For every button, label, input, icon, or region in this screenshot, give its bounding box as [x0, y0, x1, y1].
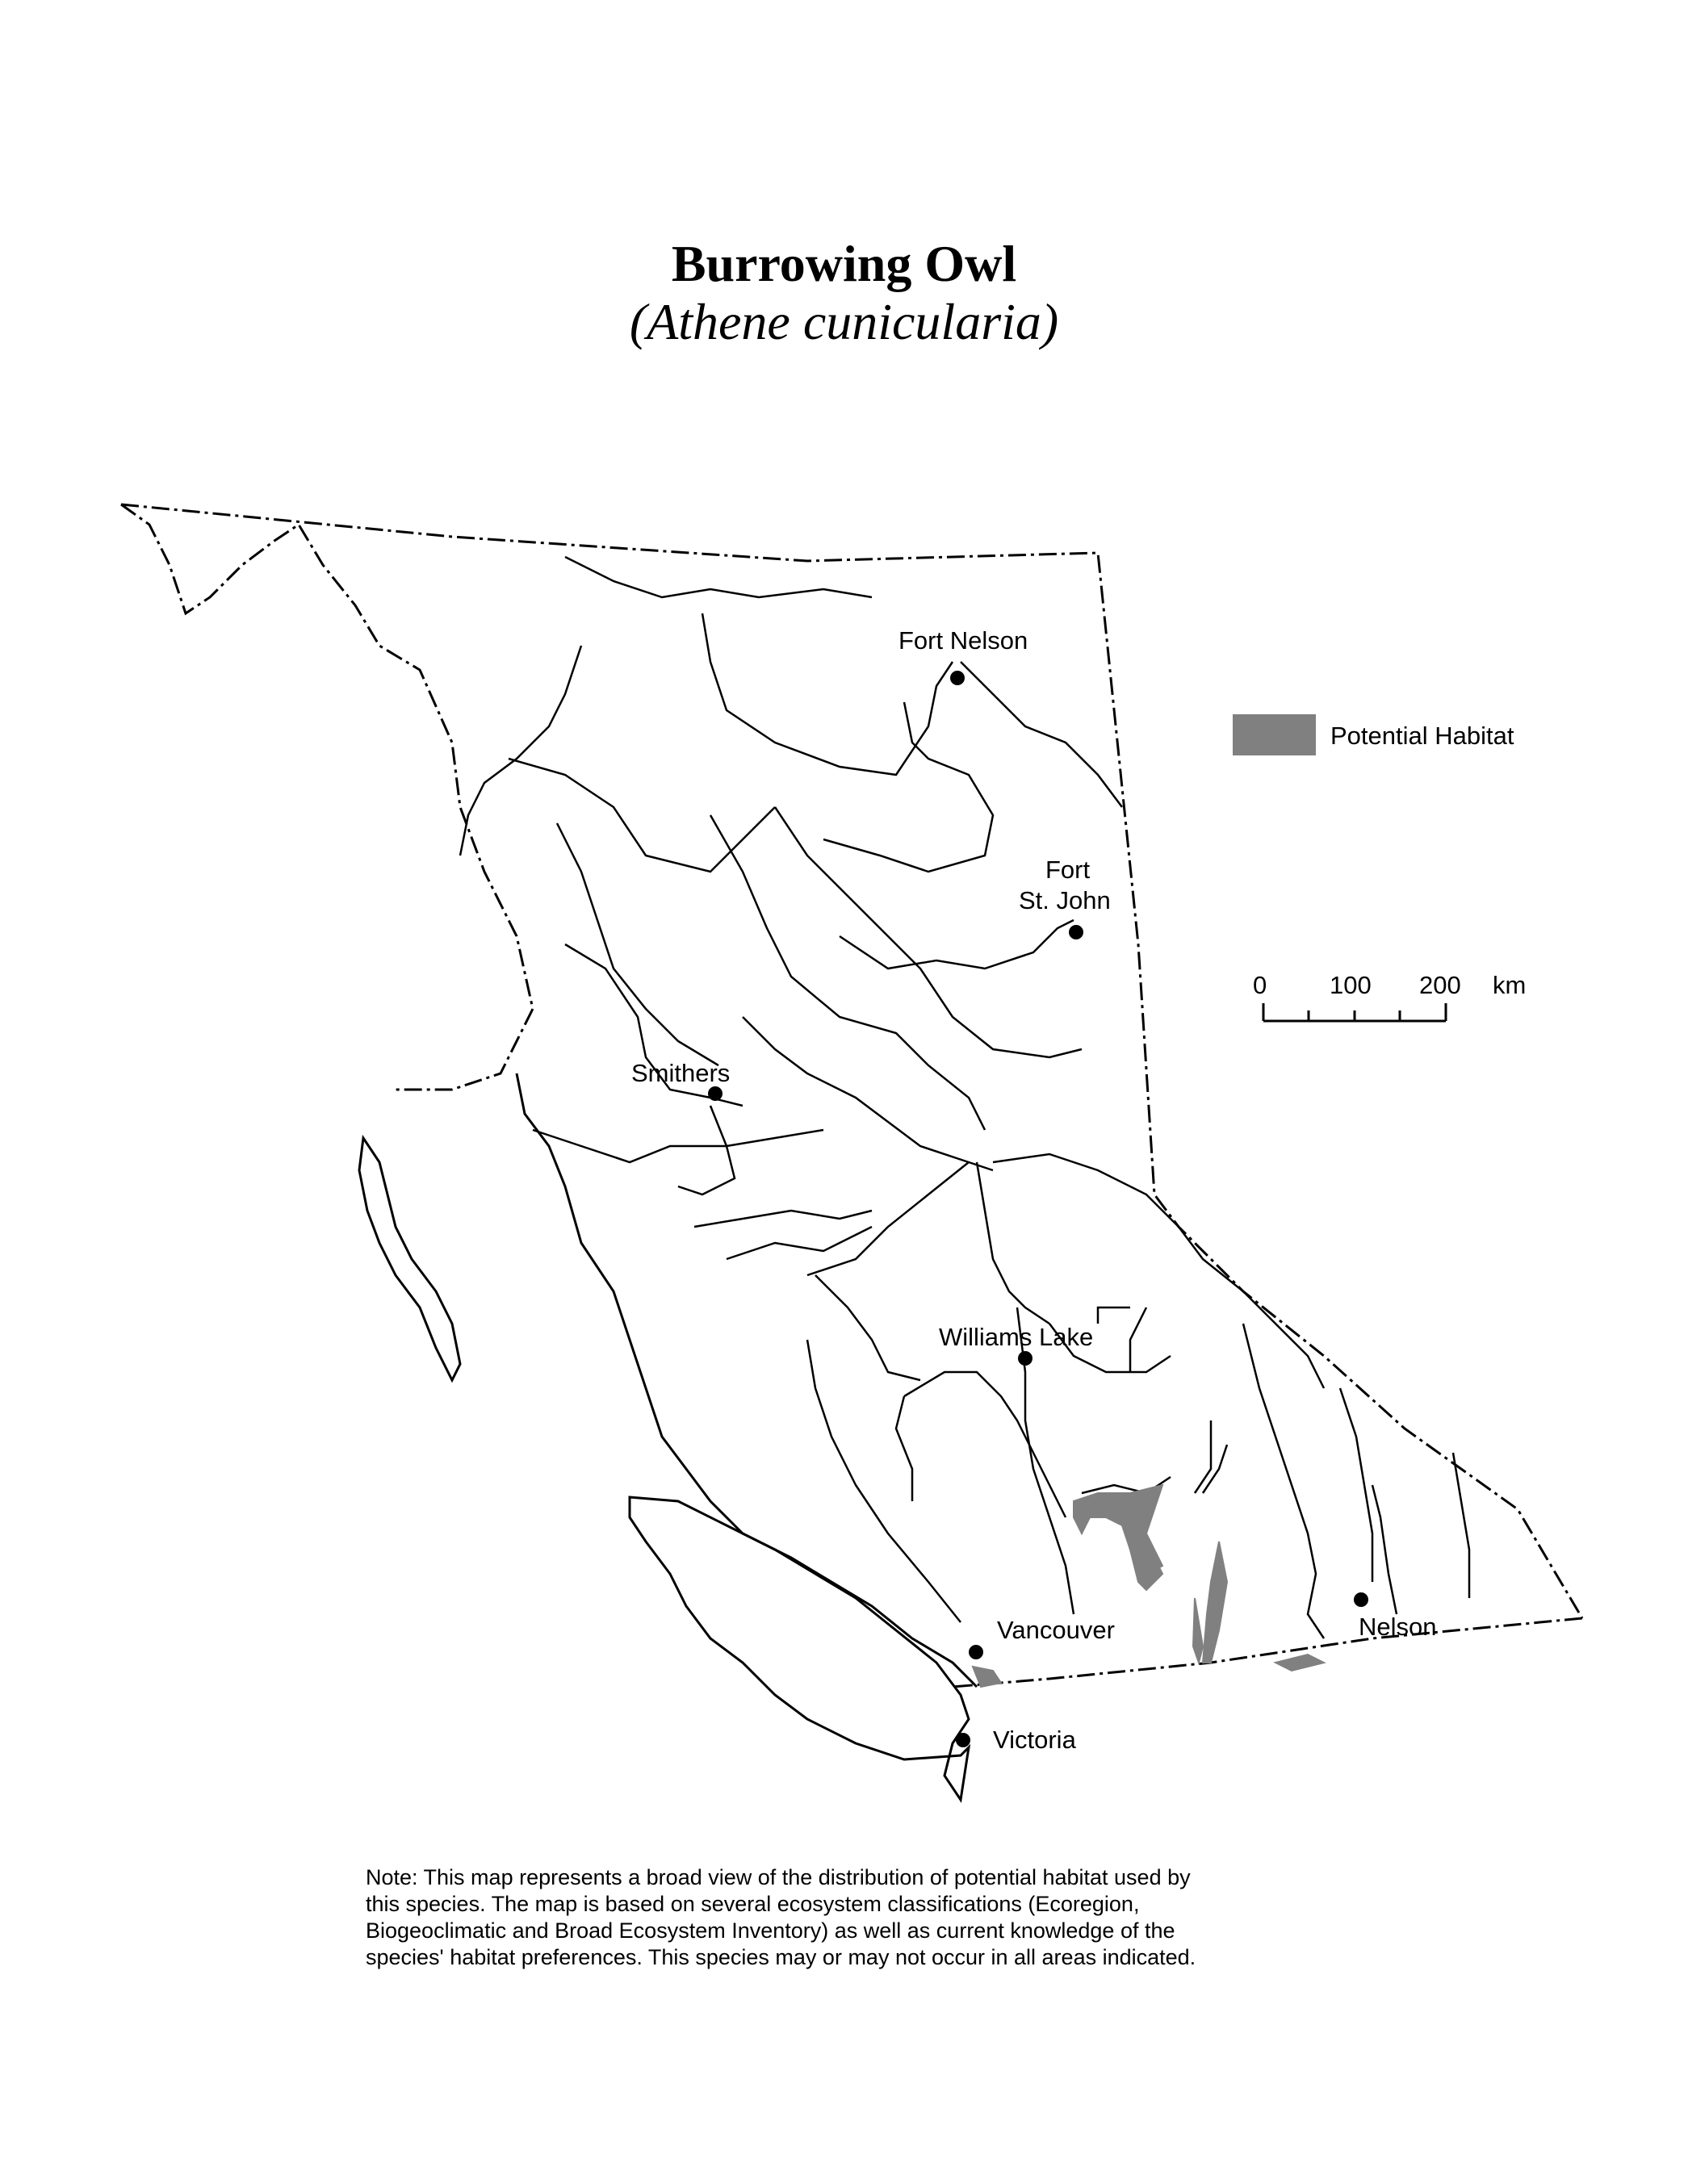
fort-nelson-label: Fort Nelson	[898, 626, 1028, 655]
vancouver-island	[630, 1497, 969, 1800]
city-markers	[708, 671, 1368, 1747]
note-line: Biogeoclimatic and Broad Ecosystem Inventory) as well as current knowledge of the	[366, 1918, 1175, 1943]
potential-habitat	[973, 1485, 1324, 1687]
river	[993, 1154, 1179, 1227]
river	[1179, 1227, 1324, 1388]
habitat-area	[973, 1667, 1001, 1687]
river	[694, 1211, 872, 1227]
vancouver-marker[interactable]	[969, 1645, 983, 1659]
nelson-marker[interactable]	[1354, 1592, 1368, 1607]
river	[775, 807, 1082, 1057]
river	[1195, 1420, 1211, 1493]
legend	[1233, 714, 1514, 755]
river	[807, 1162, 969, 1275]
river	[710, 815, 985, 1130]
alaska-border	[121, 504, 533, 1090]
habitat-area	[1193, 1598, 1203, 1663]
fort-nelson-marker[interactable]	[950, 671, 965, 685]
river	[977, 1162, 1049, 1324]
river	[743, 1017, 993, 1170]
williams-lake-marker[interactable]	[1018, 1351, 1032, 1366]
scale-tick-label: 100	[1330, 971, 1372, 999]
note-line: this species. The map is based on several ecosystem classifications (Ecoregion,	[366, 1892, 1140, 1916]
river	[1098, 1307, 1130, 1324]
smithers-label: Smithers	[631, 1059, 731, 1087]
river	[823, 702, 993, 872]
fort-st-john-label-line2: St. John	[1019, 886, 1111, 914]
haida-gwaii	[359, 1138, 460, 1380]
river	[557, 823, 718, 1065]
scale-bar	[1253, 971, 1526, 1021]
river	[1453, 1453, 1469, 1598]
river	[460, 646, 581, 856]
victoria-label: Victoria	[993, 1726, 1076, 1754]
map-subtitle: (Athene cunicularia)	[629, 293, 1059, 350]
scale-tick-label: 200	[1419, 971, 1461, 999]
river	[1340, 1388, 1372, 1582]
river	[727, 1227, 872, 1259]
river	[565, 557, 872, 597]
river	[1243, 1324, 1324, 1638]
legend-swatch	[1233, 714, 1316, 755]
smithers-marker[interactable]	[708, 1086, 723, 1101]
habitat-area	[1203, 1542, 1227, 1663]
river	[509, 759, 775, 872]
scale-bar-graphic	[1263, 1003, 1446, 1021]
coastline-mainland	[517, 1073, 977, 1687]
vancouver-label: Vancouver	[997, 1616, 1115, 1644]
river	[533, 1130, 823, 1162]
fort-st-john-marker[interactable]	[1069, 925, 1083, 939]
city-labels	[631, 626, 1437, 1754]
williams-lake-label: Williams Lake	[939, 1323, 1094, 1351]
river	[1130, 1307, 1146, 1372]
fort-st-john-label-line1: Fort	[1045, 856, 1091, 884]
river	[1372, 1485, 1397, 1614]
map-note	[366, 1864, 1383, 1971]
nelson-label: Nelson	[1359, 1613, 1437, 1641]
northern-border	[121, 504, 1582, 1618]
scale-tick-label: 0	[1253, 971, 1267, 999]
scale-unit-label: km	[1493, 971, 1527, 999]
river	[678, 1106, 735, 1195]
victoria-marker[interactable]	[956, 1733, 970, 1747]
note-line: species' habitat preferences. This species may or may not occur in all areas indicated.	[366, 1945, 1196, 1969]
river	[896, 1396, 912, 1501]
legend-label: Potential Habitat	[1330, 722, 1514, 750]
river	[840, 920, 1074, 969]
river	[815, 1275, 920, 1380]
rivers	[460, 557, 1469, 1638]
river	[1203, 1445, 1227, 1493]
habitat-area	[1275, 1655, 1324, 1671]
river	[961, 662, 1122, 807]
map-title: Burrowing Owl	[671, 235, 1017, 292]
note-line: Note: This map represents a broad view of the distribution of potential habitat used by	[366, 1865, 1191, 1889]
